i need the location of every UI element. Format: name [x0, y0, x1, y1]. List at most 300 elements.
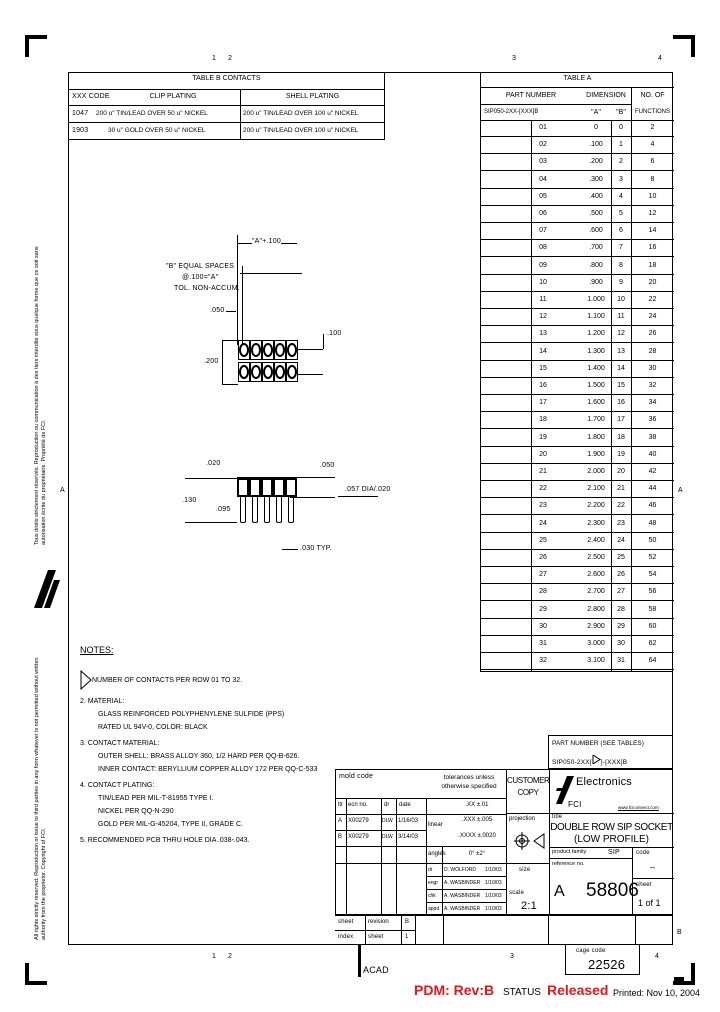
table-a-subheader-functions: FUNCTIONS [635, 109, 670, 115]
table-row [481, 258, 674, 275]
note-flag-triangle-icon [592, 755, 601, 764]
table-a [480, 72, 673, 672]
table-cell: 28 [648, 347, 657, 355]
signature-cell: 1/10/03 [485, 893, 502, 899]
cage-code-box [565, 945, 640, 975]
socket-body [261, 477, 273, 497]
table-cell: 0 [594, 124, 598, 131]
table-cell: 26 [539, 554, 547, 561]
table-cell: 25 [539, 536, 547, 544]
contact-hole [263, 343, 273, 357]
table-cell: 46 [648, 502, 657, 510]
website-link[interactable]: www.fciconnect.com [618, 805, 659, 810]
note-item: 2. MATERIAL: [80, 698, 125, 705]
table-cell: 31 [539, 640, 547, 647]
socket-contact [238, 340, 250, 360]
socket-pin [252, 497, 258, 523]
table-cell: 08 [539, 244, 547, 252]
table-cell: 14 [539, 347, 547, 355]
dim-050: .050 [210, 307, 225, 314]
zone-1: 1 [212, 55, 217, 62]
part-number-suffix: ]-[XXX]B [600, 759, 628, 766]
table-cell: 50 [648, 536, 657, 544]
sheet-index [335, 915, 673, 945]
table-row [481, 395, 674, 412]
table-cell: .800 [589, 261, 603, 269]
dim-spaces: TOL. NON-ACCUM. [174, 285, 240, 292]
table-cell: 16 [539, 382, 547, 389]
dim-a-plus: "A"+.100 [252, 238, 281, 245]
table-row [481, 567, 674, 584]
table-row [481, 516, 674, 533]
dim-spaces: @.100="A" [182, 274, 219, 281]
table-cell: 3.000 [587, 640, 605, 647]
table-cell: 12 [648, 210, 657, 217]
notes-title: NOTES: [80, 645, 114, 655]
dim-200: .200 [204, 358, 219, 365]
table-cell: 31 [617, 657, 625, 665]
drawing-title-line1: DOUBLE ROW SIP SOCKET [550, 822, 673, 833]
table-cell: 29 [617, 622, 625, 630]
table-cell: 42 [648, 468, 657, 475]
rev-header: dr [384, 802, 390, 808]
dim-020: .020 [206, 460, 221, 467]
sheet-index-cell: sheet [338, 919, 354, 925]
sheet-index-cell: revision [368, 919, 389, 925]
table-cell: 20 [617, 468, 625, 475]
corner-mark [673, 35, 695, 57]
note-item: 5. RECOMMENDED PCB THRU HOLE DIA .038-.043. [80, 837, 250, 844]
dim-130: .130 [182, 497, 197, 504]
acad-label: ACAD [363, 965, 389, 975]
table-cell: 24 [648, 313, 657, 321]
product-family-value: SIP [608, 849, 620, 856]
scale-value: 2:1 [521, 900, 537, 912]
contact-hole [287, 343, 297, 357]
rev-cell: X00279 [348, 818, 369, 824]
table-cell: 12 [539, 313, 547, 321]
table-cell: 44 [648, 485, 657, 493]
signature-cell: 1/10/03 [485, 867, 502, 873]
side-view-drawing [180, 455, 400, 565]
table-cell: .500 [589, 210, 603, 217]
printed-date: Printed: Nov 10, 2004 [613, 988, 701, 998]
tolerance-value: .XX ±.01 [465, 802, 489, 808]
part-number [552, 755, 627, 766]
socket-pin [288, 497, 294, 523]
signature-cell: 1/10/03 [485, 906, 502, 912]
table-a-subheader-part: SIP050-2XX-[XXX]B [484, 109, 539, 115]
table-row [481, 412, 674, 429]
product-family-label: product family [552, 849, 587, 855]
table-cell: 13 [539, 330, 547, 338]
table-cell: 1.800 [587, 433, 605, 441]
table-cell: 8 [650, 175, 655, 183]
socket-body [237, 477, 249, 497]
table-cell: 2.700 [587, 588, 605, 596]
table-cell: 1 [619, 141, 623, 149]
table-row [481, 154, 674, 171]
table-b-header-shell: SHELL PLATING [285, 93, 340, 100]
table-cell: 26 [617, 571, 625, 579]
pdm-revision: PDM: Rev:B [414, 982, 495, 998]
table-cell: 26 [648, 330, 657, 338]
table-b-cell: 200 u" TIN/LEAD OVER 100 u" NICKEL [243, 127, 359, 134]
table-row [481, 430, 674, 447]
table-cell: 2.200 [587, 502, 605, 510]
table-cell: 2.600 [587, 571, 605, 579]
table-cell: .200 [589, 158, 603, 166]
contact-hole [251, 365, 261, 379]
signature-cell: engr [428, 880, 439, 886]
linear-label: linear [428, 822, 443, 828]
table-cell: 1.900 [587, 450, 605, 458]
contact-hole [275, 365, 285, 379]
table-cell: 28 [617, 605, 625, 613]
sheet-label: sheet [636, 882, 652, 888]
table-cell: 12 [617, 330, 625, 338]
table-row [481, 172, 674, 189]
signature-cell: 1/10/03 [485, 880, 502, 886]
top-view-drawing [160, 230, 360, 400]
zone-3: 3 [512, 55, 517, 62]
disclaimer-english [34, 640, 48, 940]
table-cell: 32 [539, 657, 547, 665]
socket-body [285, 477, 297, 497]
socket-contact [274, 362, 286, 382]
table-cell: 10 [648, 192, 657, 200]
part-number-label: PART NUMBER (SEE TABLES) [552, 740, 644, 747]
socket-pin [276, 497, 282, 523]
table-cell: .300 [589, 175, 603, 183]
sheet-index-cell: 1 [405, 934, 409, 940]
table-cell: 04 [539, 175, 547, 183]
table-cell: 10 [539, 278, 547, 286]
table-cell: 3.100 [587, 657, 605, 665]
table-cell: 02 [539, 141, 547, 149]
table-row [481, 498, 674, 515]
table-cell: .700 [589, 244, 603, 252]
sheet-index-cell: index [338, 934, 354, 940]
table-cell: 1.200 [587, 330, 605, 338]
table-cell: 60 [648, 622, 657, 630]
table-cell: 10 [617, 296, 625, 303]
title-label: title [552, 814, 563, 820]
table-cell: 07 [539, 227, 547, 235]
table-row [481, 292, 674, 309]
table-cell: 1.600 [587, 399, 605, 407]
note-item: OUTER SHELL: BRASS ALLOY 360, 1/2 HARD PER QQ-B-626. [98, 753, 300, 760]
table-cell: .900 [589, 278, 603, 286]
note-item: 4. CONTACT PLATING: [80, 782, 155, 789]
table-b-cell: 200 u" TIN/LEAD OVER 100 u" NICKEL [243, 110, 359, 117]
table-cell: 2 [619, 158, 623, 166]
table-cell: 1.400 [587, 364, 605, 372]
table-b-title: TABLE B CONTACTS [192, 75, 261, 82]
customer-copy-label: CUSTOMER COPY [507, 776, 550, 797]
code-value: – [650, 862, 656, 872]
table-cell: 23 [617, 519, 625, 527]
table-row [481, 326, 674, 343]
sheet-index-cell: sheet [368, 934, 384, 940]
table-cell: 22 [648, 296, 657, 303]
note-item: GLASS REINFORCED POLYPHENYLENE SULFIDE (PPS) [98, 711, 285, 718]
signature-cell: dr [428, 867, 433, 873]
table-cell: 9 [619, 278, 623, 286]
disclaimer-text: All rights strictly reserved. Reproduction or issue to third parties in any form whatever is not permitted without written authority from the proprietor. Copyright of FCI. [34, 657, 47, 940]
table-cell: 11 [539, 296, 547, 303]
table-cell: .400 [589, 192, 603, 200]
zone-1: 1 [212, 953, 217, 960]
size-value: A [554, 883, 565, 900]
table-cell: 15 [617, 382, 625, 389]
contact-hole [275, 343, 285, 357]
zone-a-left: A [60, 487, 65, 494]
table-cell: 56 [648, 588, 657, 596]
table-cell: 2.900 [587, 622, 605, 630]
table-row [481, 120, 674, 137]
table-row [481, 533, 674, 550]
table-cell: 17 [617, 416, 625, 424]
table-cell: 1.300 [587, 347, 605, 355]
size-label: size [519, 867, 531, 873]
contact-hole [239, 343, 249, 357]
zone-4: 4 [658, 55, 663, 62]
note-item: GOLD PER MIL-G-45204, TYPE II, GRADE C. [98, 821, 243, 828]
table-a-subheader-a: "A" [591, 109, 601, 116]
table-cell: 3 [619, 175, 623, 183]
contact-hole [287, 365, 297, 379]
table-b-contacts [68, 72, 385, 140]
rev-cell: 1/16/03 [398, 818, 419, 824]
brand-name: Electronics [576, 776, 632, 788]
note-item: 3. CONTACT MATERIAL: [80, 740, 160, 747]
table-cell: 1.100 [587, 313, 605, 321]
table-row [481, 481, 674, 498]
table-cell: 13 [617, 347, 625, 355]
zone-3: 3 [510, 953, 515, 960]
signature-cell: D. WOLFORD [444, 867, 476, 873]
socket-pin [240, 497, 246, 523]
table-cell: 2.400 [587, 536, 605, 544]
tolerance-value: .XXX ±.005 [461, 817, 493, 823]
table-cell: 0 [619, 124, 623, 131]
table-cell: 32 [648, 382, 657, 389]
reference-label: reference no. [552, 861, 585, 867]
table-a-subheader-b: "B" [616, 109, 626, 116]
table-row [481, 361, 674, 378]
socket-contact [250, 362, 262, 382]
table-cell: 30 [648, 364, 657, 372]
note-item: RATED UL 94V-0, COLOR: BLACK [98, 724, 208, 731]
signature-cell: chk [428, 893, 436, 899]
table-cell: 27 [617, 588, 625, 596]
table-row [481, 619, 674, 636]
contact-hole [251, 343, 261, 357]
table-row [481, 240, 674, 257]
note-flag-triangle-icon [80, 670, 92, 690]
table-cell: 18 [617, 433, 625, 441]
socket-contact [286, 340, 298, 360]
projection-label: projection [509, 816, 536, 822]
zone-2: 2 [228, 55, 233, 62]
table-row [481, 344, 674, 361]
dim-095: .095 [216, 506, 231, 513]
part-number-prefix: SIP050-2XX[ [552, 759, 592, 766]
socket-pin [264, 497, 270, 523]
mold-code-label: mold code [339, 773, 374, 780]
table-cell: 21 [539, 468, 547, 475]
note-item-1 [80, 670, 332, 690]
table-cell: 20 [539, 450, 547, 458]
notes [80, 645, 332, 845]
table-b-cell: 1903 [72, 127, 89, 134]
table-cell: 1.500 [587, 382, 605, 389]
table-cell: 30 [539, 622, 547, 630]
table-b-cell: 30 u" GOLD OVER 50 u" NICKEL [108, 127, 206, 134]
status-label: STATUS [503, 987, 541, 998]
drawing-title-line2: (LOW PROFILE) [573, 834, 649, 845]
table-cell: 34 [648, 399, 657, 407]
table-cell: 30 [617, 640, 625, 647]
table-row [481, 309, 674, 326]
tolerance-value: .XXXX ±.0020 [458, 833, 496, 839]
disclaimer-french [34, 240, 48, 545]
table-cell: 8 [619, 261, 623, 269]
table-cell: 6 [619, 227, 623, 235]
table-cell: 1.000 [587, 296, 605, 303]
table-cell: 25 [617, 554, 625, 561]
table-cell: 27 [539, 571, 547, 579]
table-cell: 7 [619, 244, 623, 252]
table-cell: 4 [650, 141, 655, 149]
table-cell: 06 [539, 210, 547, 217]
zone-a-right: A [678, 487, 683, 494]
dim-pcb-hole: .057 DIA/.020 [345, 486, 391, 493]
table-cell: 17 [539, 399, 547, 407]
code-label: code [636, 850, 650, 856]
table-cell: 5 [619, 210, 623, 217]
dim-050-side: .050 [320, 462, 335, 469]
table-b-header-clip: CLIP PLATING [149, 93, 197, 100]
table-cell: 52 [648, 554, 657, 561]
table-cell: 2.000 [587, 468, 605, 475]
sheet-index-cell: B [405, 919, 410, 925]
table-cell: 2.100 [587, 485, 605, 493]
table-cell: 18 [539, 416, 547, 424]
status-value: Released [547, 982, 609, 998]
note-item: NICKEL PER QQ-N-290 [98, 808, 174, 815]
table-cell: 2.500 [587, 554, 605, 561]
table-b-cell: 1047 [72, 110, 89, 117]
table-row [481, 189, 674, 206]
signature-cell: A. WASBINDER [444, 906, 481, 912]
table-a-header-dimension: DIMENSION [586, 92, 626, 99]
table-cell: 16 [648, 244, 657, 252]
rev-header: date [399, 802, 411, 808]
table-a-header-functions: NO. OF [640, 92, 665, 99]
table-row [481, 636, 674, 653]
table-cell: 2 [650, 124, 655, 131]
table-row [481, 653, 674, 670]
disclaimer-text: Tous droits strictement réservés. Reproduction ou communication à des tiers interdite sous quelque forme que ce soit sans autorisation écrite du propriétaire. Propriété de FCI. [34, 246, 47, 545]
table-cell: 58 [648, 605, 657, 613]
table-row [481, 206, 674, 223]
table-cell: 29 [539, 605, 547, 613]
sheet-value: 1 of 1 [638, 898, 661, 908]
angles-value: 0° ±2° [468, 851, 486, 857]
table-row [481, 378, 674, 395]
table-cell: 09 [539, 261, 547, 269]
table-b-header-code: XXX CODE [72, 93, 110, 100]
table-cell: 20 [648, 278, 657, 286]
table-cell: 19 [617, 450, 625, 458]
cage-code-label: cage code [576, 948, 606, 954]
table-cell: 19 [539, 433, 547, 441]
table-a-title: TABLE A [563, 75, 592, 82]
cage-code-value: 22526 [588, 957, 626, 972]
signature-cell: A. WASBINDER [444, 893, 481, 899]
rev-header: ltr [338, 802, 343, 808]
black-marker [674, 977, 684, 985]
signature-cell: appd [428, 906, 440, 912]
dim-100: .100 [327, 330, 342, 337]
rev-cell: DLW [382, 834, 393, 840]
note-item: INNER CONTACT: BERYLLIUM COPPER ALLOY 172 PER QQ-C-533 [98, 766, 318, 773]
title-block [335, 769, 673, 915]
socket-body [249, 477, 261, 497]
zone-b-right: B [677, 929, 682, 936]
table-row [481, 447, 674, 464]
corner-mark [25, 963, 47, 985]
socket-contact [250, 340, 262, 360]
table-cell: 38 [648, 433, 657, 441]
table-cell: 2.800 [587, 605, 605, 613]
table-cell: 01 [539, 124, 547, 131]
table-row [481, 275, 674, 292]
rev-cell: B [338, 834, 343, 840]
table-row [481, 137, 674, 154]
scale-label: scale [509, 890, 525, 896]
socket-body [273, 477, 285, 497]
table-cell: 18 [648, 261, 657, 269]
table-row [481, 602, 674, 619]
table-cell: 23 [539, 502, 547, 510]
rev-cell: X00279 [348, 834, 369, 840]
part-number-box [548, 735, 673, 769]
rev-header: ecn no. [348, 802, 368, 808]
table-cell: .600 [589, 227, 603, 235]
table-cell: 22 [539, 485, 547, 493]
table-cell: 2.300 [587, 519, 605, 527]
corner-mark [25, 35, 47, 57]
socket-contact [274, 340, 286, 360]
rev-cell: 3/14/03 [398, 834, 419, 840]
table-cell: 16 [617, 399, 625, 407]
table-cell: 36 [648, 416, 657, 424]
table-cell: 4 [619, 192, 623, 200]
table-cell: 15 [539, 364, 547, 372]
tolerances-label: tolerances unless otherwise specified [441, 774, 497, 790]
table-cell: 14 [617, 364, 625, 372]
dim-spaces: "B" EQUAL SPACES [166, 263, 235, 270]
rev-cell: DLW [382, 818, 393, 824]
reference-number: 58806 [586, 880, 639, 901]
dim-030-typ: .030 TYP. [300, 545, 332, 552]
table-row [481, 550, 674, 567]
socket-contact [238, 362, 250, 382]
table-row [481, 464, 674, 481]
